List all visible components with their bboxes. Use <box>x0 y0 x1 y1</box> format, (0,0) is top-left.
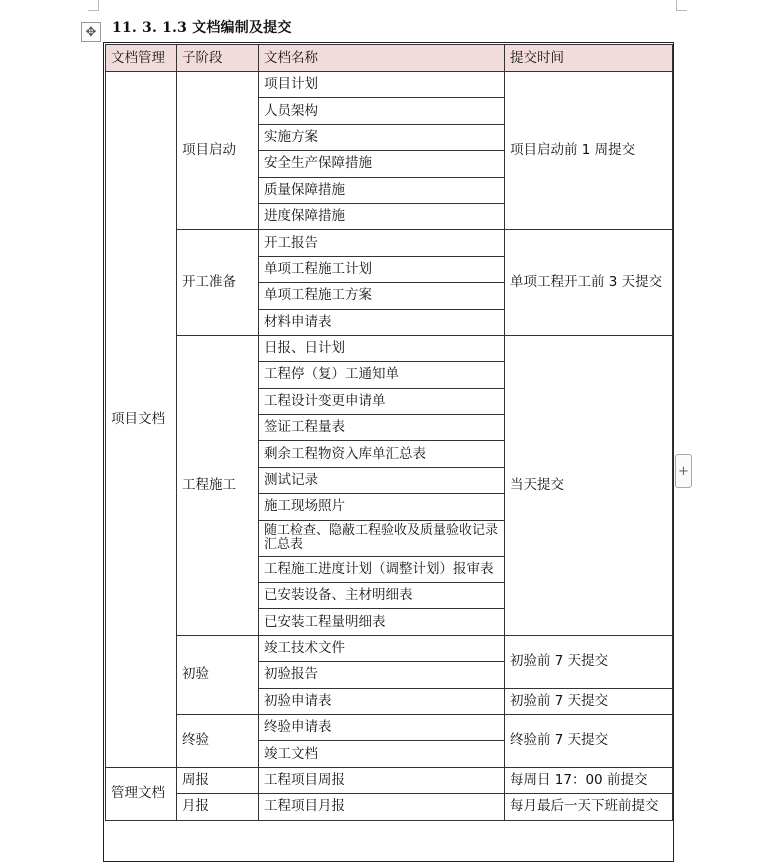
category-cell[interactable]: 项目文档 <box>106 72 177 768</box>
doc-name-cell[interactable]: 项目计划 <box>259 72 505 98</box>
doc-name-cell[interactable]: 工程项目周报 <box>259 767 505 793</box>
doc-name-cell[interactable]: 开工报告 <box>259 230 505 256</box>
submit-time-cell[interactable]: 单项工程开工前 3 天提交 <box>505 230 673 336</box>
doc-name-cell[interactable]: 人员架构 <box>259 98 505 124</box>
submit-time-cell[interactable]: 终验前 7 天提交 <box>505 714 673 767</box>
doc-name-cell[interactable]: 初验报告 <box>259 662 505 688</box>
stage-cell[interactable]: 初验 <box>177 635 259 714</box>
header-cell[interactable]: 提交时间 <box>505 45 673 72</box>
doc-name-cell[interactable]: 质量保障措施 <box>259 177 505 203</box>
page-corner-mark-left <box>88 0 99 11</box>
header-cell[interactable]: 文档名称 <box>259 45 505 72</box>
doc-name-cell[interactable]: 初验申请表 <box>259 688 505 714</box>
doc-name-cell[interactable]: 工程停（复）工通知单 <box>259 362 505 388</box>
stage-cell[interactable]: 终验 <box>177 714 259 767</box>
header-cell[interactable]: 子阶段 <box>177 45 259 72</box>
table-row <box>106 335 673 361</box>
page-corner-mark-right <box>676 0 687 11</box>
table-row <box>106 635 673 661</box>
submit-time-cell[interactable]: 每月最后一天下班前提交 <box>505 794 673 820</box>
table-row <box>106 72 673 98</box>
doc-name-cell[interactable]: 竣工文档 <box>259 741 505 767</box>
submit-time-cell[interactable]: 初验前 7 天提交 <box>505 635 673 688</box>
doc-name-cell[interactable]: 施工现场照片 <box>259 494 505 520</box>
doc-name-cell[interactable]: 剩余工程物资入库单汇总表 <box>259 441 505 467</box>
doc-name-cell[interactable]: 单项工程施工计划 <box>259 256 505 282</box>
move-arrows-icon[interactable]: ✥ <box>81 22 101 42</box>
section-heading: 11. 3. 1.3 文档编制及提交 <box>112 20 292 36</box>
table-row <box>106 230 673 256</box>
doc-name-cell[interactable]: 工程项目月报 <box>259 794 505 820</box>
doc-name-cell[interactable]: 工程施工进度计划（调整计划）报审表 <box>259 556 505 582</box>
submit-time-cell[interactable]: 每周日 17：00 前提交 <box>505 767 673 793</box>
doc-name-cell[interactable]: 材料申请表 <box>259 309 505 335</box>
stage-cell[interactable]: 项目启动 <box>177 72 259 230</box>
table-row <box>106 714 673 740</box>
doc-name-cell[interactable]: 竣工技术文件 <box>259 635 505 661</box>
doc-name-cell[interactable]: 已安装设备、主材明细表 <box>259 583 505 609</box>
doc-name-cell[interactable]: 已安装工程量明细表 <box>259 609 505 635</box>
category-cell[interactable]: 管理文档 <box>106 767 177 820</box>
submit-time-cell[interactable]: 初验前 7 天提交 <box>505 688 673 714</box>
doc-name-cell[interactable]: 签证工程量表 <box>259 415 505 441</box>
doc-name-cell[interactable]: 测试记录 <box>259 467 505 493</box>
doc-name-cell[interactable]: 随工检查、隐蔽工程验收及质量验收记录汇总表 <box>259 520 505 556</box>
doc-name-cell[interactable]: 实施方案 <box>259 124 505 150</box>
submit-time-cell[interactable]: 当天提交 <box>505 335 673 635</box>
submit-time-cell[interactable]: 项目启动前 1 周提交 <box>505 72 673 230</box>
table-row <box>106 767 673 793</box>
doc-name-cell[interactable]: 日报、日计划 <box>259 335 505 361</box>
header-cell[interactable]: 文档管理 <box>106 45 177 72</box>
doc-name-cell[interactable]: 终验申请表 <box>259 714 505 740</box>
doc-name-cell[interactable]: 安全生产保障措施 <box>259 151 505 177</box>
plus-icon[interactable]: + <box>675 454 692 488</box>
doc-name-cell[interactable]: 进度保障措施 <box>259 203 505 229</box>
table-row <box>106 794 673 820</box>
doc-name-cell[interactable]: 单项工程施工方案 <box>259 283 505 309</box>
stage-cell[interactable]: 月报 <box>177 794 259 820</box>
doc-name-cell[interactable]: 工程设计变更申请单 <box>259 388 505 414</box>
stage-cell[interactable]: 周报 <box>177 767 259 793</box>
document-submission-table <box>105 44 673 821</box>
stage-cell[interactable]: 工程施工 <box>177 335 259 635</box>
stage-cell[interactable]: 开工准备 <box>177 230 259 336</box>
table-header-row <box>106 45 673 72</box>
